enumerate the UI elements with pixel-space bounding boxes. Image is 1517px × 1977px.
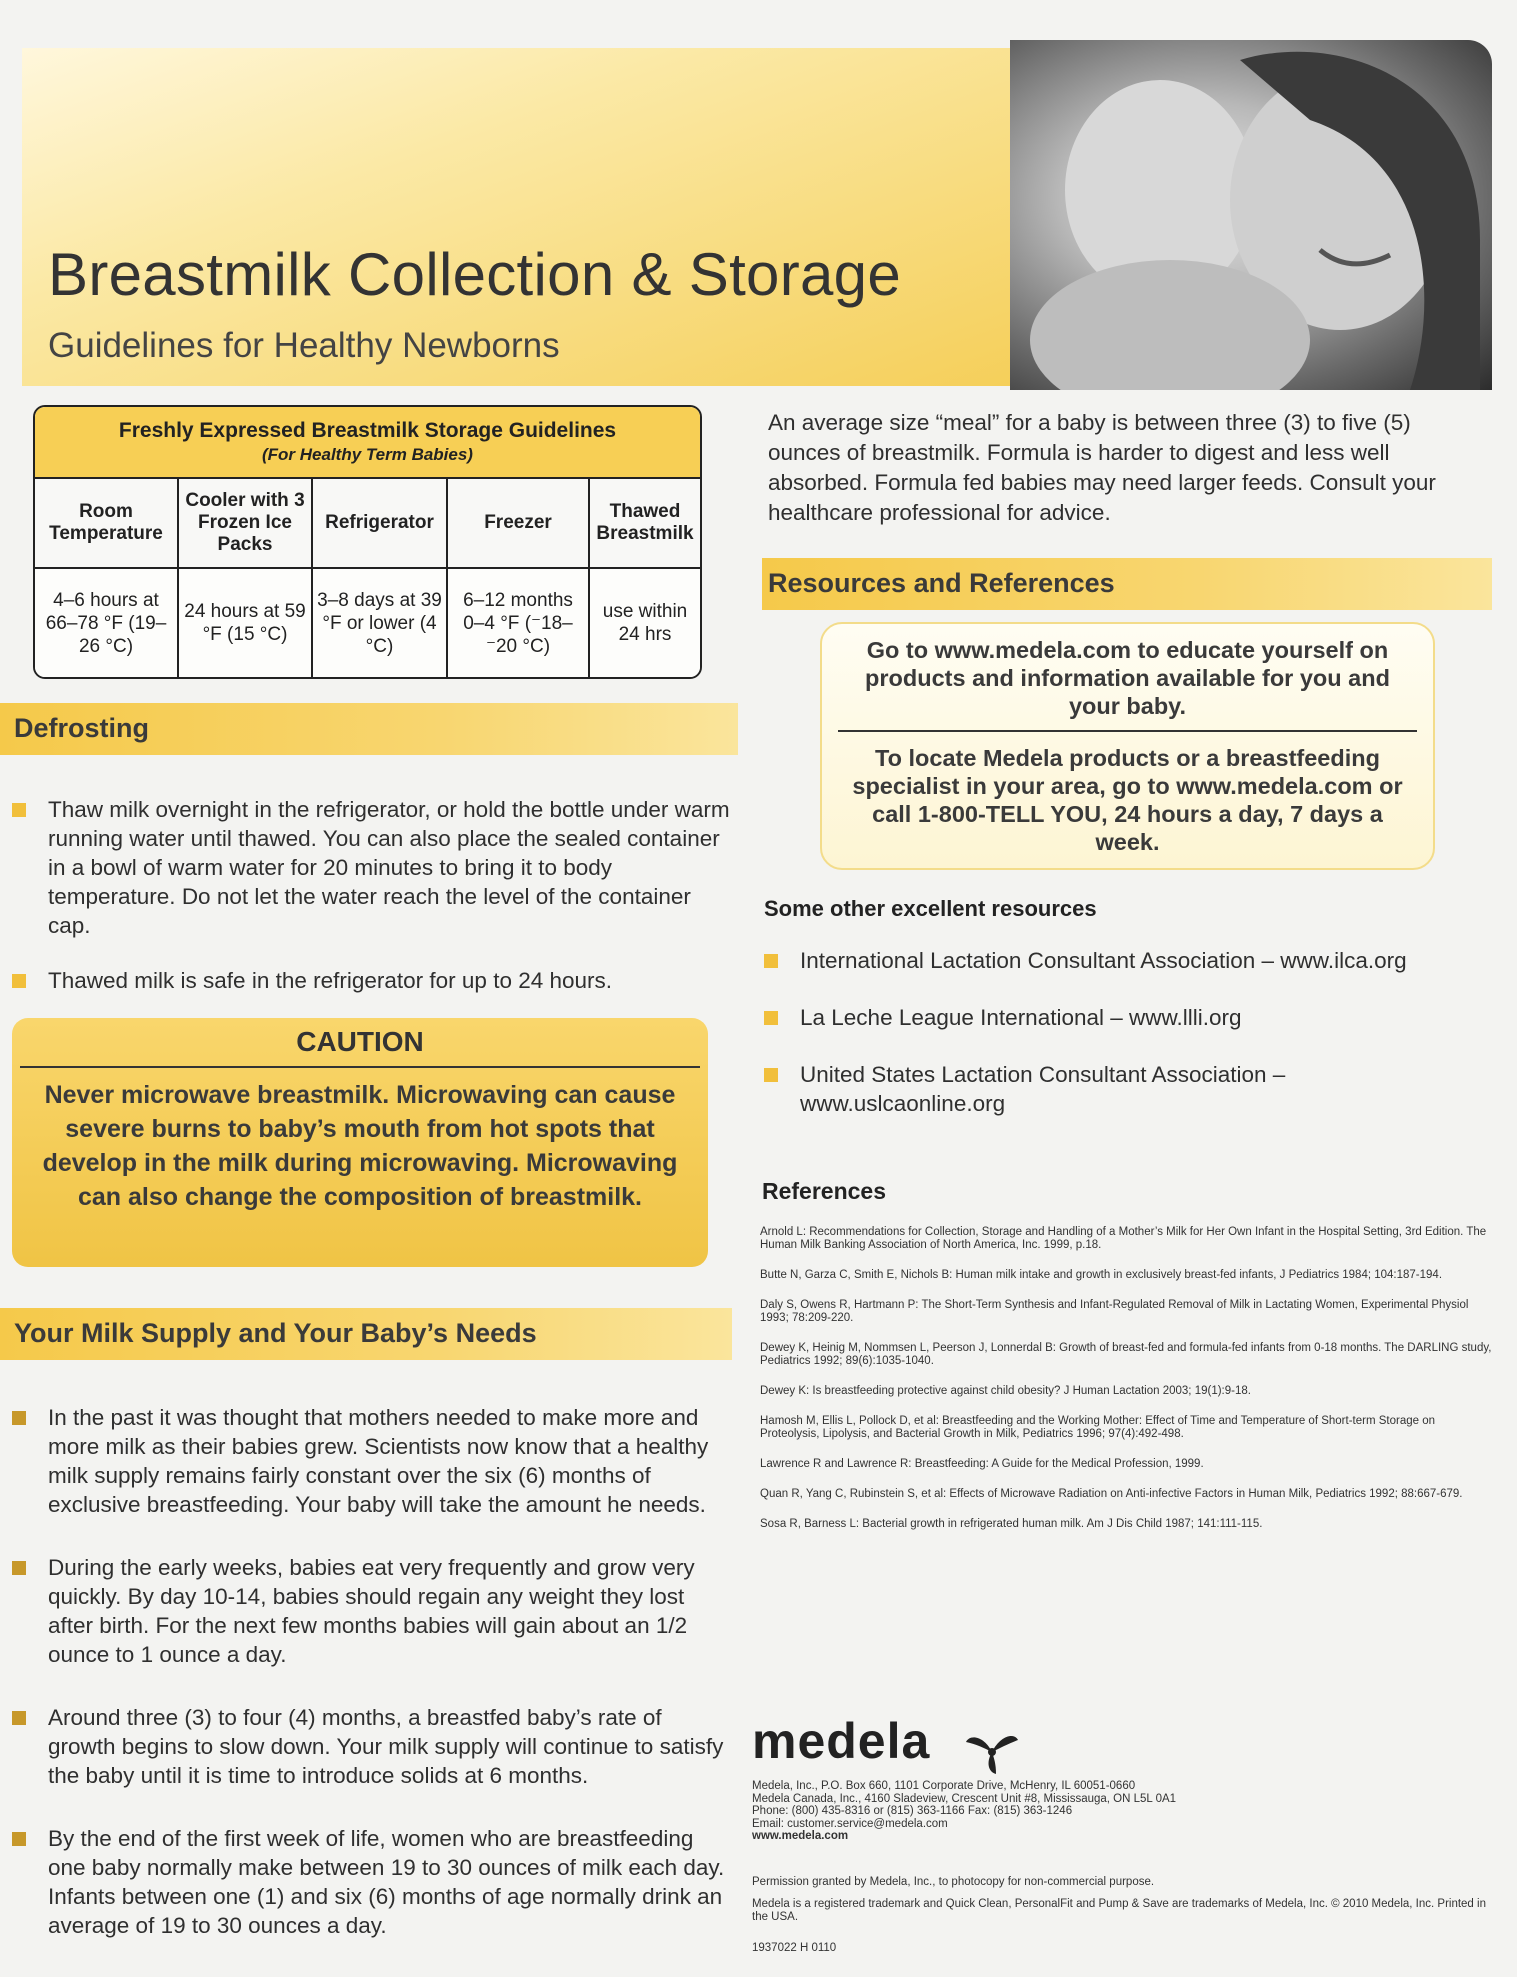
milk-supply-heading: Your Milk Supply and Your Baby’s Needs: [0, 1308, 732, 1360]
resources-list: [764, 946, 1484, 1146]
cell-cooler: 24 hours at 59 °F (15 °C): [179, 569, 313, 677]
caution-text: Never microwave breastmilk. Microwaving can cause severe burns to baby’s mouth from hot spots that develop in the milk during microwaving. Microwaving can also change the composition of breastmilk.: [42, 1081, 678, 1211]
table-title: Freshly Expressed Breastmilk Storage Guidelines: [118, 419, 617, 442]
column-header-refrigerator: Refrigerator: [313, 479, 448, 567]
page-title: Breastmilk Collection & Storage: [48, 241, 901, 308]
medela-website-text: Go to www.medela.com to educate yourself on products and information available for you and your baby.: [865, 637, 1390, 719]
other-resources-heading: Some other excellent resources: [764, 896, 1097, 921]
caution-title: CAUTION: [296, 1026, 424, 1057]
storage-guidelines-table: [33, 405, 702, 679]
column-header-cooler: Cooler with 3 Frozen Ice Packs: [179, 479, 313, 567]
table-header-row: [35, 479, 700, 569]
address-line: Medela, Inc., P.O. Box 660, 1101 Corporate Drive, McHenry, IL 60051-0660: [752, 1780, 1136, 1792]
address-line: Medela Canada, Inc., 4160 Sladeview, Crescent Unit #8, Mississauga, ON L5L 0A1: [752, 1792, 1177, 1805]
address-line: Phone: (800) 435-8316 or (815) 363-1166 Fax: (815) 363-1246: [752, 1805, 1073, 1817]
reference-item: Dewey K, Heinig M, Nommsen L, Peerson J, Lonnerdal B: Growth of breast-fed and formula-fed infants from 0-18 months. The DARLING study, Pediatrics 1992; 89(6):1035-1040.: [760, 1342, 1492, 1367]
defrosting-heading: Defrosting: [0, 703, 738, 755]
reference-item: Butte N, Garza C, Smith E, Nichols B: Human milk intake and growth in exclusively breast-fed infants, J Pediatrics 1984; 104:187-194.: [760, 1269, 1443, 1281]
meal-size-paragraph: An average size “meal” for a baby is between three (3) to five (5) ounces of breastmilk. Formula is harder to digest and less well absorbed. Formula fed babies may need larger feeds. Consult your healthcare professional for advice.: [768, 410, 1436, 525]
cell-freezer: 6–12 months 0–4 °F (⁻18–⁻20 °C): [448, 569, 590, 677]
list-item: During the early weeks, babies eat very frequently and grow very quickly. By day 10-14, babies should regain any weight they lost after birth. For the next few months babies will gain about an 1/2 ounce to 1 ounce a day.: [12, 1553, 732, 1669]
table-row: [35, 569, 700, 677]
list-item: La Leche League International – www.llli.org: [764, 1003, 1484, 1032]
list-item: Around three (3) to four (4) months, a breastfed baby’s rate of growth begins to slow down. Your milk supply will continue to satisfy the baby until it is time to introduce solids at 6 months.: [12, 1703, 732, 1790]
address-line: www.medela.com: [752, 1830, 849, 1842]
cell-room-temperature: 4–6 hours at 66–78 °F (19–26 °C): [35, 569, 179, 677]
reference-item: Arnold L: Recommendations for Collection, Storage and Handling of a Mother’s Milk for Her Own Infant in the Hospital Setting, 3rd Edition. The Human Milk Banking Association of North America, Inc. 1999, p.18.: [760, 1226, 1487, 1251]
list-item: United States Lactation Consultant Association – www.uslcaonline.org: [764, 1060, 1484, 1118]
list-item: By the end of the first week of life, women who are breastfeeding one baby normally make between 19 to 30 ounces of milk each day. Infants between one (1) and six (6) months of age normally drink an average of 19 to 30 ounces a day.: [12, 1824, 732, 1940]
cell-thawed: use within 24 hrs: [602, 601, 688, 645]
trademark-note: Medela is a registered trademark and Quick Clean, PersonalFit and Pump & Save are trademarks of Medela, Inc. © 2010 Medela, Inc. Printed in the USA.: [752, 1898, 1486, 1923]
reference-item: Dewey K: Is breastfeeding protective against child obesity? J Human Lactation 2003; 19(1):9-18.: [760, 1385, 1251, 1397]
reference-item: Quan R, Yang C, Rubinstein S, et al: Effects of Microwave Radiation on Anti-infective Factors in Human Milk, Pediatrics 1992; 88:667-679.: [760, 1488, 1463, 1500]
reference-item: Sosa R, Barness L: Bacterial growth in refrigerated human milk. Am J Dis Child 1987; 141:111-115.: [760, 1518, 1263, 1530]
cell-refrigerator: 3–8 days at 39 °F or lower (4 °C): [313, 569, 448, 677]
medela-logo: medela: [752, 1713, 931, 1769]
medela-info-box: [820, 622, 1435, 870]
table-header: [35, 407, 700, 479]
column-header-thawed: Thawed Breastmilk: [596, 501, 694, 544]
references-heading: References: [762, 1178, 887, 1204]
list-item: Thawed milk is safe in the refrigerator for up to 24 hours.: [12, 966, 732, 995]
address-line: Email: customer.service@medela.com: [752, 1817, 948, 1830]
resources-heading: Resources and References: [762, 558, 1492, 610]
table-subtitle: (For Healthy Term Babies): [262, 445, 473, 464]
list-item: Thaw milk overnight in the refrigerator, or hold the bottle under warm running water until thawed. You can also place the sealed container in a bowl of warm water for 20 minutes to bring it to body temperature. Do not let the water reach the level of the container cap.: [12, 795, 732, 940]
medela-locate-text: To locate Medela products or a breastfeeding specialist in your area, go to www.medela.com or call 1-800-TELL YOU, 24 hours a day, 7 days a week.: [852, 745, 1403, 855]
reference-item: Lawrence R and Lawrence R: Breastfeeding: A Guide for the Medical Profession, 1999.: [760, 1458, 1204, 1470]
column-header-freezer: Freezer: [448, 479, 590, 567]
list-item: International Lactation Consultant Association – www.ilca.org: [764, 946, 1484, 975]
defrosting-list: [12, 795, 732, 1021]
column-header-room-temperature: Room Temperature: [35, 479, 179, 567]
milk-supply-list: [12, 1403, 732, 1974]
list-item: In the past it was thought that mothers needed to make more and more milk as their babies grew. Scientists now know that a healthy milk supply remains fairly constant over the six (6) months of exclusive breastfeeding. Your baby will take the amount he needs.: [12, 1403, 732, 1519]
caution-box: [12, 1018, 708, 1267]
reference-item: Daly S, Owens R, Hartmann P: The Short-Term Synthesis and Infant-Regulated Removal of Milk in Lactating Women, Experimental Physiol 1993; 78:209-220.: [760, 1299, 1469, 1324]
page-subtitle: Guidelines for Healthy Newborns: [48, 326, 560, 365]
reference-item: Hamosh M, Ellis L, Pollock D, et al: Breastfeeding and the Working Mother: Effect of Time and Temperature of Short-term Storage on Proteolysis, Lipolysis, and Bacterial Growth in Milk, Pediatrics 1996; 97(4):492-498.: [760, 1415, 1435, 1440]
address-block: [752, 1780, 1312, 1843]
permission-note: Permission granted by Medela, Inc., to photocopy for non-commercial purpose.: [752, 1876, 1155, 1888]
references-list: [760, 1226, 1492, 1548]
medela-flower-icon: [962, 1726, 1022, 1776]
mother-baby-photo: [1010, 40, 1492, 390]
document-code: 1937022 H 0110: [752, 1942, 837, 1954]
